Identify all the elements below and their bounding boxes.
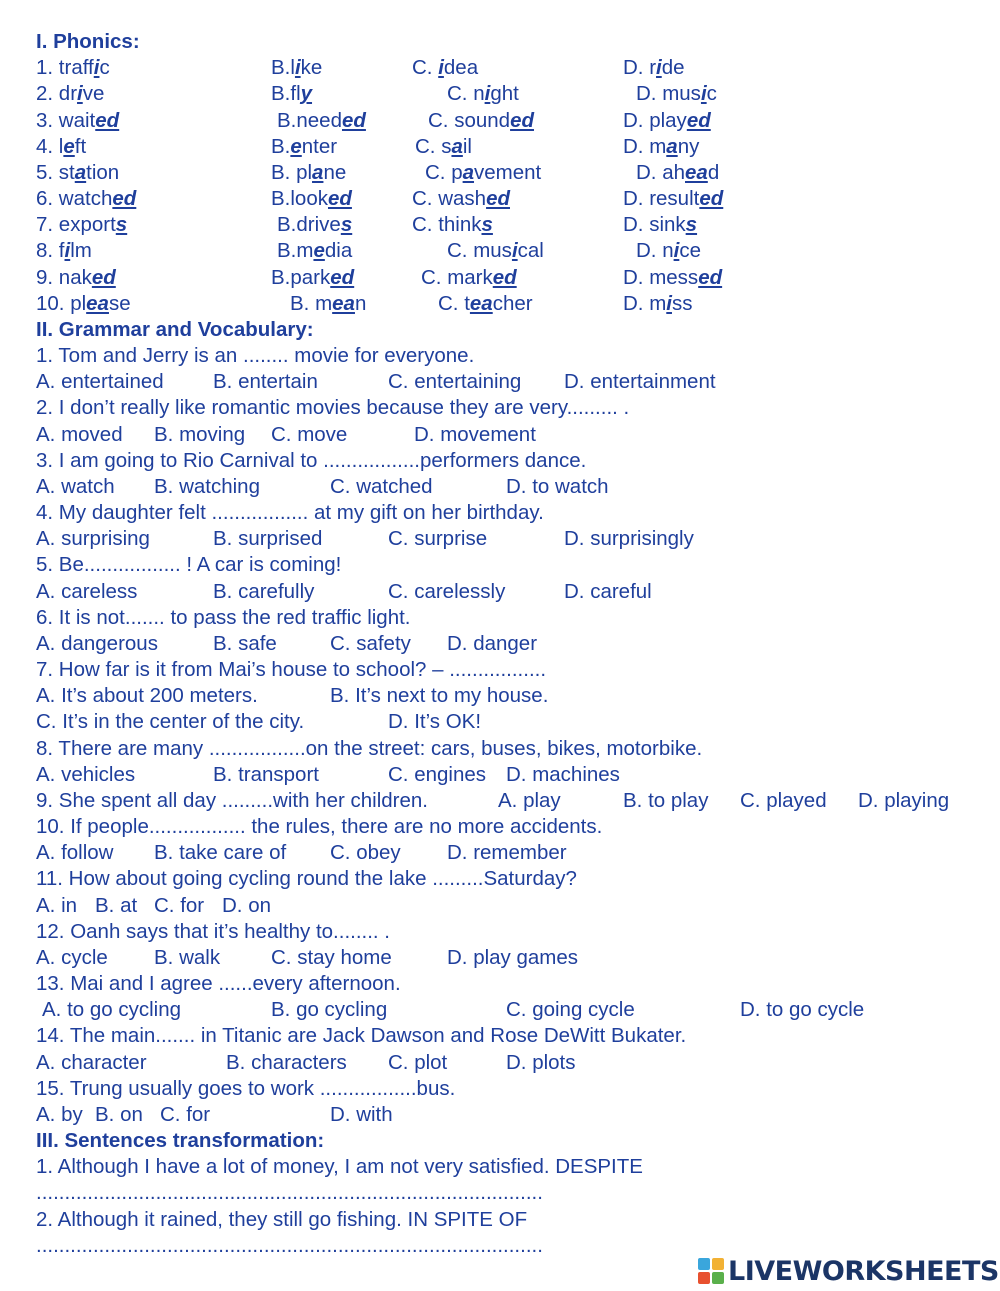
answer-option: C. played [740, 788, 827, 812]
phonics-option [438, 291, 533, 317]
answer-option: D. to watch [506, 474, 609, 498]
underlined-sound: a [74, 160, 87, 184]
section-heading-grammar: II. Grammar and Vocabulary: [36, 317, 314, 341]
underlined-sound: i [700, 82, 707, 106]
underlined-sound: i [438, 56, 444, 80]
answer-option: A. play [498, 788, 561, 812]
answer-option: D. play games [447, 945, 579, 969]
underlined-sound: e [63, 134, 75, 158]
underlined-sound: ed [112, 187, 137, 211]
phonics-option [447, 81, 519, 107]
option-text: C. sound [428, 108, 511, 132]
answer-option: C. safety [330, 631, 411, 655]
phonics-option [412, 186, 510, 212]
answer-option: A. by [36, 1102, 83, 1126]
phonics-option [623, 265, 722, 291]
option-text: 2. dr [36, 82, 78, 106]
answer-option: C. obey [330, 841, 401, 865]
phonics-option [36, 291, 131, 317]
answer-option: B. entertain [213, 370, 318, 394]
option-text: C. t [438, 291, 470, 315]
answer-option: C. plot [388, 1050, 448, 1074]
answer-option: D. to go cycle [740, 998, 865, 1022]
answer-option: A. It’s about 200 meters. [36, 684, 258, 708]
question-text: 6. It is not....... to pass the red traffic light. [36, 605, 411, 629]
phonics-option [36, 160, 119, 186]
option-text: D. mess [623, 265, 699, 289]
option-text: nter [301, 134, 338, 158]
underlined-sound: ed [699, 187, 724, 211]
logo-text: LIVEWORKSHEETS [728, 1255, 999, 1287]
phonics-option [412, 55, 478, 81]
option-text: 9. nak [36, 265, 92, 289]
phonics-option [425, 160, 541, 186]
phonics-option [623, 108, 711, 134]
answer-option: C. carelessly [388, 579, 506, 603]
answer-option: A. follow [36, 841, 114, 865]
option-text: B. m [290, 291, 333, 315]
underlined-sound: i [77, 82, 83, 106]
phonics-option [277, 108, 366, 134]
option-text: C. p [425, 160, 463, 184]
phonics-option [290, 291, 366, 317]
question-text: 4. My daughter felt ................. at my gift on her birthday. [36, 501, 544, 525]
option-text: 6. watch [36, 187, 113, 211]
section-heading-phonics: I. Phonics: [36, 30, 140, 53]
underlined-sound: a [666, 134, 678, 158]
answer-option: C. for [154, 893, 205, 917]
option-text: D. sink [623, 213, 686, 237]
option-text: C. mark [421, 265, 493, 289]
answer-option: C. entertaining [388, 370, 522, 394]
answer-option: C. watched [330, 474, 433, 498]
option-text: D. r [623, 56, 657, 80]
liveworksheets-logo [698, 1254, 999, 1288]
option-text: C. wash [412, 187, 487, 211]
logo-tile-i [712, 1258, 724, 1270]
answer-option: D. on [222, 893, 271, 917]
underlined-sound: s [685, 213, 698, 237]
underlined-sound: e [313, 239, 325, 263]
underlined-sound: i [666, 291, 672, 315]
transformation-prompt: 1. Although I have a lot of money, I am not very satisfied. DESPITE [36, 1155, 643, 1179]
answer-option: A. in [36, 893, 78, 917]
question-text: 11. How about going cycling round the lake .........Saturday? [36, 867, 577, 891]
underlined-sound: a [462, 160, 475, 184]
option-text: B.drive [277, 213, 341, 237]
answer-option: B. to play [623, 788, 709, 812]
underlined-sound: ed [91, 265, 116, 289]
underlined-sound: i [511, 239, 518, 263]
answer-option: A. watch [36, 474, 115, 498]
option-text: 4. l [36, 134, 64, 158]
underlined-sound: ed [492, 265, 517, 289]
answer-option: A. surprising [36, 527, 150, 551]
phonics-option [271, 55, 322, 81]
underlined-sound: a [451, 134, 463, 158]
underlined-sound: ed [327, 187, 352, 211]
answer-option: A. cycle [36, 945, 108, 969]
option-text: ght [490, 82, 519, 106]
underlined-sound: ed [486, 187, 510, 211]
answer-option: A. careless [36, 579, 138, 603]
answer-option: C. engines [388, 762, 487, 786]
answer-option: A. vehicles [36, 762, 136, 786]
option-text: ve [82, 82, 105, 106]
phonics-option [636, 81, 717, 107]
underlined-sound: s [115, 213, 128, 237]
answer-option: B. moving [154, 422, 246, 446]
phonics-option [415, 134, 472, 160]
logo-tile-l [698, 1258, 710, 1270]
question-text: 10. If people................. the rules, there are no more accidents. [36, 815, 603, 839]
option-text: il [462, 134, 472, 158]
answer-option: C. surprise [388, 527, 488, 551]
logo-tile-v [698, 1272, 710, 1284]
option-text: cher [492, 291, 533, 315]
logo-tiles-icon [698, 1258, 724, 1284]
option-text: ne [323, 160, 347, 184]
answer-option: D. careful [564, 579, 652, 603]
option-text: d [707, 160, 720, 184]
option-text: se [108, 291, 131, 315]
answer-option: B. take care of [154, 841, 287, 865]
phonics-option [623, 134, 699, 160]
phonics-option [36, 238, 92, 264]
answer-option: C. for [160, 1102, 211, 1126]
answer-line: ......................................................................................... [36, 1181, 543, 1205]
question-text: 2. I don’t really like romantic movies because they are very......... . [36, 396, 630, 420]
option-text: B.fl [271, 82, 301, 106]
option-text: 10. pl [36, 291, 87, 315]
option-text: B. pl [271, 160, 313, 184]
option-text: de [661, 56, 685, 80]
option-text: 3. wait [36, 108, 96, 132]
phonics-option [623, 212, 697, 238]
underlined-sound: ea [685, 160, 708, 184]
underlined-sound: ed [341, 108, 366, 132]
option-text: ce [679, 239, 701, 263]
option-text: ny [677, 134, 700, 158]
section-heading-transformation: III. Sentences transformation: [36, 1129, 325, 1153]
question-text: 12. Oanh says that it’s healthy to........ . [36, 919, 391, 943]
phonics-option [271, 160, 346, 186]
answer-option: B. on [95, 1102, 143, 1126]
option-text: D. mus [636, 82, 701, 106]
option-text: 7. export [36, 213, 116, 237]
answer-option: B. safe [213, 631, 277, 655]
question-text: 7. How far is it from Mai’s house to school? – ................. [36, 658, 547, 682]
phonics-option [277, 238, 352, 264]
option-text: B.m [277, 239, 314, 263]
answer-option: A. moved [36, 422, 123, 446]
option-text: C. think [412, 213, 482, 237]
answer-option: C. stay home [271, 945, 392, 969]
underlined-sound: s [340, 213, 353, 237]
answer-option: C. move [271, 422, 348, 446]
option-text: B.need [277, 108, 342, 132]
answer-option: D. movement [414, 422, 536, 446]
underlined-sound: e [290, 134, 302, 158]
answer-option: C. going cycle [506, 998, 635, 1022]
underlined-sound: ed [686, 108, 711, 132]
answer-option: A. to go cycling [42, 998, 182, 1022]
option-text: C. [412, 56, 439, 80]
underlined-sound: ed [698, 265, 723, 289]
phonics-option [447, 238, 544, 264]
option-text: B.park [271, 265, 331, 289]
transformation-prompt: 2. Although it rained, they still go fishing. IN SPITE OF [36, 1207, 528, 1231]
option-text: 5. st [36, 160, 75, 184]
answer-option: 9. She spent all day .........with her children. [36, 788, 428, 812]
option-text: dea [443, 56, 479, 80]
question-text: 1. Tom and Jerry is an ........ movie for everyone. [36, 344, 475, 368]
answer-option: B. watching [154, 474, 260, 498]
option-text: dia [324, 239, 353, 263]
underlined-sound: a [312, 160, 324, 184]
option-text: ss [671, 291, 693, 315]
option-text: 8. f [36, 239, 65, 263]
answer-option: D. surprisingly [564, 527, 694, 551]
answer-line: ......................................................................................... [36, 1233, 543, 1257]
option-text: B. [271, 134, 291, 158]
answer-option: D. playing [858, 788, 950, 812]
option-text: 1. traff [36, 56, 94, 80]
option-text: c [99, 56, 110, 80]
option-text: D. n [636, 239, 674, 263]
phonics-option [623, 55, 685, 81]
answer-option: D. machines [506, 762, 620, 786]
question-text: 8. There are many .................on the street: cars, buses, bikes, motorbike. [36, 736, 703, 760]
underlined-sound: s [481, 213, 493, 237]
answer-option: B. characters [226, 1050, 347, 1074]
underlined-sound: i [93, 56, 100, 80]
answer-option: A. entertained [36, 370, 164, 394]
answer-option: B. at [95, 893, 138, 917]
answer-option: B. transport [213, 762, 319, 786]
question-text: 5. Be................. ! A car is coming! [36, 553, 342, 577]
underlined-sound: ed [510, 108, 534, 132]
answer-option: C. It’s in the center of the city. [36, 710, 305, 734]
option-text: C. s [415, 134, 452, 158]
answer-option: D. with [330, 1102, 393, 1126]
phonics-option [271, 81, 312, 107]
option-text: C. mus [447, 239, 512, 263]
option-text: ft [74, 134, 87, 158]
option-text: D. play [623, 108, 687, 132]
option-text: lm [70, 239, 92, 263]
phonics-option [636, 238, 701, 264]
logo-tile-e [712, 1272, 724, 1284]
answer-option: B. It’s next to my house. [330, 684, 549, 708]
question-text: 14. The main....... in Titanic are Jack Dawson and Rose DeWitt Bukater. [36, 1024, 687, 1048]
option-text: n [354, 291, 367, 315]
answer-option: B. walk [154, 945, 221, 969]
phonics-option [36, 265, 116, 291]
underlined-sound: ed [95, 108, 120, 132]
option-text: cal [517, 239, 544, 263]
underlined-sound: i [656, 56, 662, 80]
phonics-option [36, 55, 110, 81]
option-text: B.l [271, 56, 295, 80]
answer-option: B. carefully [213, 579, 315, 603]
option-text: C. n [447, 82, 485, 106]
answer-option: D. plots [506, 1050, 576, 1074]
option-text: D. ah [636, 160, 685, 184]
question-text: 13. Mai and I agree ......every afternoon. [36, 972, 401, 996]
phonics-option [421, 265, 517, 291]
phonics-option [271, 186, 352, 212]
phonics-option [36, 186, 136, 212]
answer-option: D. It’s OK! [388, 710, 482, 734]
answer-option: D. entertainment [564, 370, 716, 394]
phonics-option [623, 291, 692, 317]
phonics-option [636, 160, 719, 186]
question-text: 15. Trung usually goes to work .................bus. [36, 1076, 456, 1100]
answer-option: A. dangerous [36, 631, 158, 655]
underlined-sound: i [673, 239, 680, 263]
underlined-sound: y [300, 82, 313, 106]
answer-option: D. remember [447, 841, 567, 865]
answer-option: B. surprised [213, 527, 323, 551]
option-text: c [706, 82, 717, 106]
answer-option: D. danger [447, 631, 538, 655]
phonics-option [36, 134, 86, 160]
phonics-option [277, 212, 352, 238]
underlined-sound: ed [330, 265, 355, 289]
option-text: D. m [623, 134, 667, 158]
option-text: vement [474, 160, 542, 184]
phonics-option [271, 134, 337, 160]
phonics-option [36, 212, 127, 238]
answer-option: A. character [36, 1050, 147, 1074]
phonics-option [412, 212, 493, 238]
underlined-sound: i [64, 239, 71, 263]
phonics-option [428, 108, 534, 134]
underlined-sound: i [294, 56, 301, 80]
underlined-sound: i [484, 82, 491, 106]
question-text: 3. I am going to Rio Carnival to .................performers dance. [36, 448, 587, 472]
underlined-sound: ea [332, 291, 355, 315]
option-text: D. m [623, 291, 667, 315]
phonics-option [271, 265, 354, 291]
phonics-option [623, 186, 723, 212]
option-text: ke [300, 56, 323, 80]
phonics-option [36, 81, 104, 107]
option-text: tion [86, 160, 120, 184]
underlined-sound: ea [86, 291, 109, 315]
option-text: B.look [271, 187, 328, 211]
option-text: D. result [623, 187, 700, 211]
underlined-sound: ea [469, 291, 493, 315]
answer-option: B. go cycling [271, 998, 388, 1022]
phonics-option [36, 108, 119, 134]
